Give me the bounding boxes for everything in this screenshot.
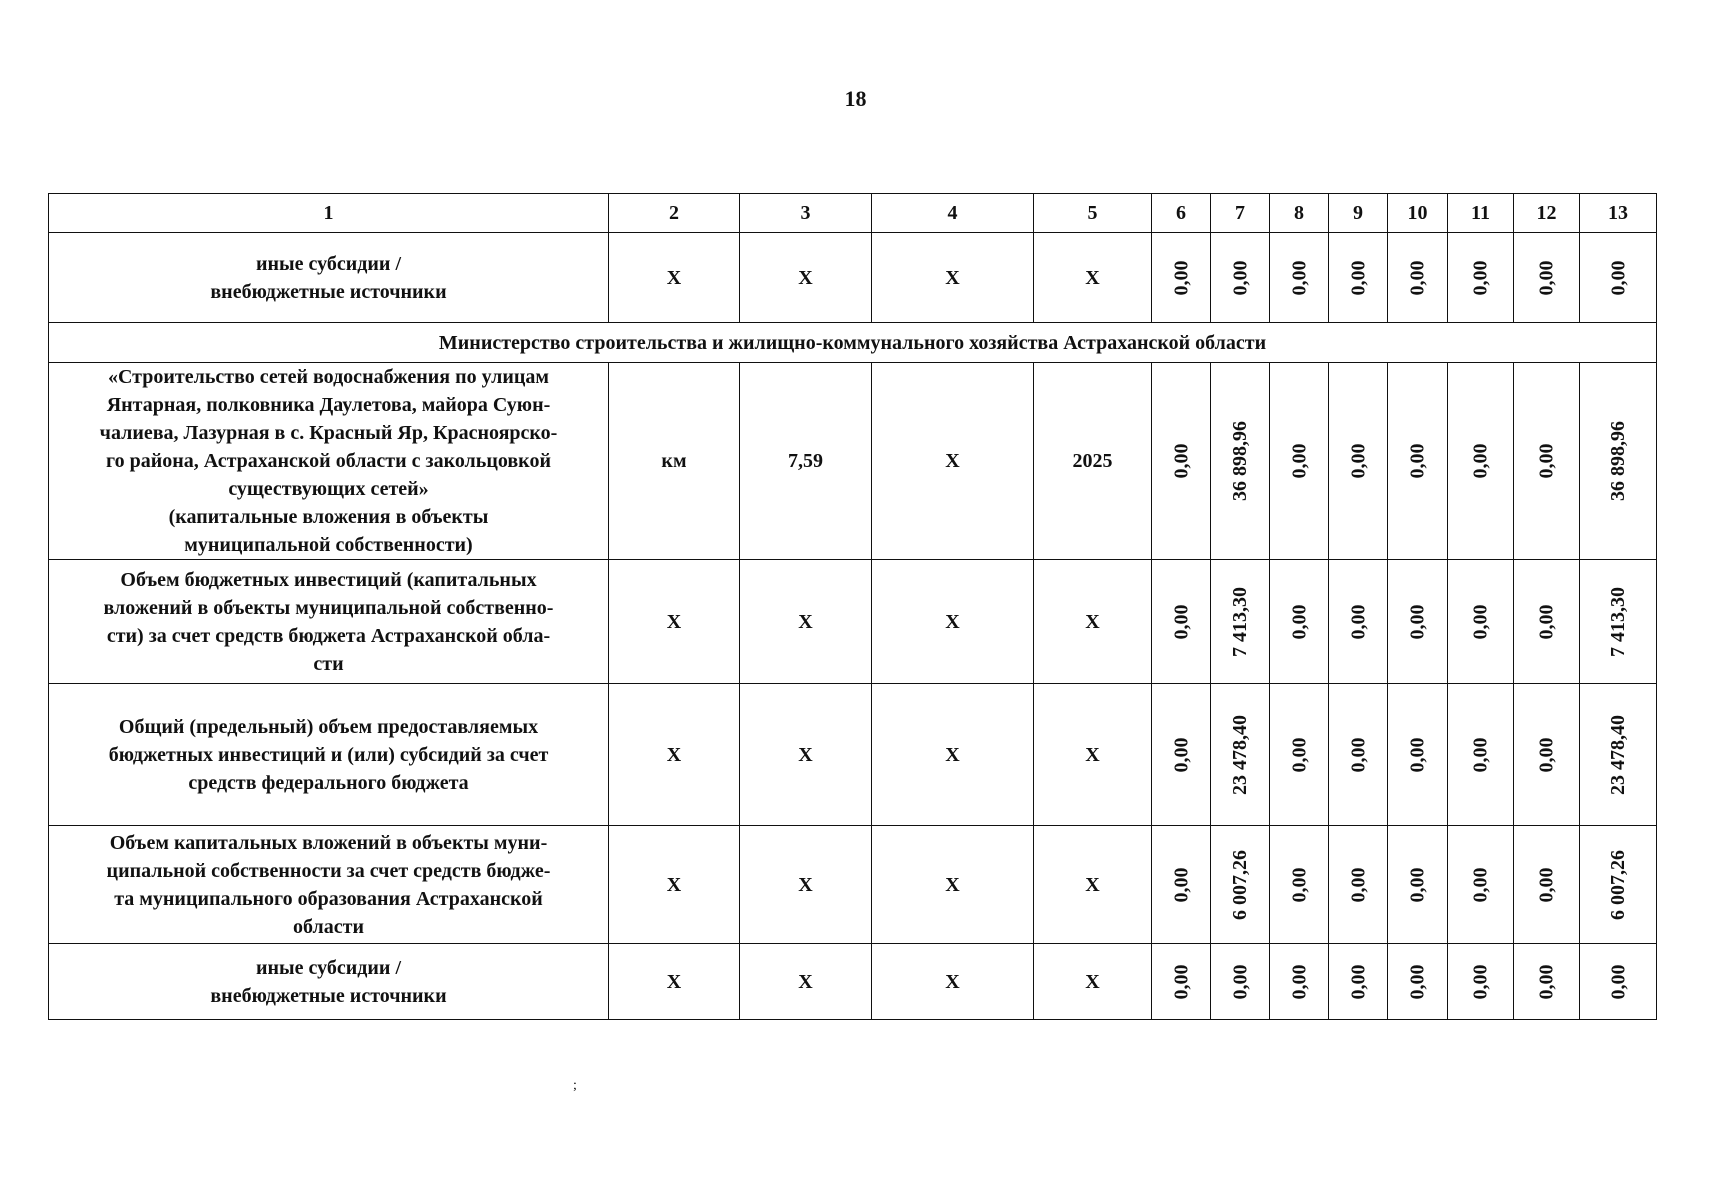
cell-c2: X (609, 233, 740, 323)
value-text: 0,00 (1406, 737, 1429, 772)
row-name-line: вложений в объекты муниципальной собственно- (103, 596, 554, 619)
row-name-cell (49, 560, 609, 684)
table-row (49, 826, 1657, 944)
value-wrap (1152, 604, 1210, 639)
value-cell (1270, 560, 1329, 684)
value-cell (1152, 363, 1211, 560)
value-wrap (1388, 604, 1447, 639)
value-wrap (1388, 964, 1447, 999)
cell-c4: X (872, 944, 1034, 1020)
value-wrap (1388, 260, 1447, 295)
value-cell (1514, 363, 1580, 560)
value-text: 0,00 (1229, 260, 1251, 295)
cell-c2: X (609, 684, 740, 826)
value-wrap (1388, 867, 1447, 902)
value-cell (1448, 363, 1514, 560)
value-cell (1211, 233, 1270, 323)
value-cell (1580, 944, 1657, 1020)
value-wrap (1448, 964, 1513, 999)
section-title: Министерство строительства и жилищно-коммунального хозяйства Астраханской области (49, 323, 1657, 363)
value-wrap (1580, 421, 1656, 501)
table-row (49, 560, 1657, 684)
value-cell (1448, 560, 1514, 684)
value-wrap (1448, 867, 1513, 902)
value-wrap (1270, 737, 1328, 772)
value-wrap (1152, 260, 1210, 295)
value-wrap (1329, 443, 1387, 479)
row-name-line: Янтарная, полковника Даулетова, майора Суюн- (106, 394, 551, 416)
value-cell (1270, 684, 1329, 826)
value-text: 0,00 (1469, 867, 1492, 902)
row-name-cell (49, 826, 609, 944)
row-name-cell (49, 233, 609, 323)
value-cell (1514, 826, 1580, 944)
value-text: 0,00 (1469, 737, 1492, 772)
value-text: 0,00 (1535, 604, 1558, 639)
value-cell (1388, 826, 1448, 944)
value-wrap (1580, 260, 1656, 295)
row-name-line: области (293, 915, 364, 938)
value-text: 0,00 (1288, 867, 1310, 902)
value-cell (1329, 363, 1388, 560)
value-wrap (1211, 849, 1269, 920)
header-cell: 8 (1270, 194, 1329, 233)
row-name-line: муниципальной собственности) (184, 534, 473, 556)
value-cell (1270, 363, 1329, 560)
value-cell (1329, 233, 1388, 323)
value-wrap (1211, 421, 1269, 501)
header-row (49, 194, 1657, 233)
header-cell: 4 (872, 194, 1034, 233)
value-text: 0,00 (1170, 604, 1192, 639)
value-cell (1211, 363, 1270, 560)
value-text: 0,00 (1170, 260, 1192, 295)
cell-c5: X (1034, 944, 1152, 1020)
value-cell (1270, 233, 1329, 323)
value-text: 0,00 (1607, 964, 1629, 999)
value-text: 0,00 (1170, 867, 1192, 902)
value-text: 0,00 (1406, 867, 1429, 902)
row-name-line: ципальной собственности за счет средств бюдже- (106, 859, 551, 882)
value-text: 0,00 (1288, 260, 1310, 295)
value-wrap (1270, 867, 1328, 902)
row-name-line: внебюджетные источники (210, 280, 447, 303)
value-wrap (1211, 260, 1269, 295)
value-text: 0,00 (1347, 737, 1369, 772)
row-name-line: Объем бюджетных инвестиций (капитальных (120, 568, 537, 591)
financing-table (48, 193, 1657, 1020)
value-text: 0,00 (1288, 737, 1310, 772)
value-cell (1388, 560, 1448, 684)
value-wrap (1211, 714, 1269, 795)
value-text: 0,00 (1170, 737, 1192, 772)
value-wrap (1329, 964, 1387, 999)
value-text: 0,00 (1607, 260, 1629, 295)
cell-c2: X (609, 944, 740, 1020)
value-cell (1329, 684, 1388, 826)
value-text: 23 478,40 (1229, 714, 1251, 795)
value-text: 0,00 (1347, 867, 1369, 902)
value-wrap (1514, 737, 1579, 772)
value-wrap (1270, 260, 1328, 295)
value-cell (1388, 363, 1448, 560)
header-cell: 7 (1211, 194, 1270, 233)
value-text: 0,00 (1288, 604, 1310, 639)
value-wrap (1152, 737, 1210, 772)
cell-c2: X (609, 560, 740, 684)
value-wrap (1580, 964, 1656, 999)
value-cell (1211, 560, 1270, 684)
value-cell (1152, 944, 1211, 1020)
header-cell: 13 (1580, 194, 1657, 233)
value-wrap (1448, 737, 1513, 772)
value-text: 0,00 (1469, 964, 1492, 999)
row-name-line: сти (313, 652, 344, 675)
value-text: 0,00 (1229, 964, 1251, 999)
value-wrap (1580, 586, 1656, 657)
value-wrap (1514, 964, 1579, 999)
value-wrap (1329, 737, 1387, 772)
value-cell (1152, 233, 1211, 323)
cell-c4: X (872, 684, 1034, 826)
value-text: 0,00 (1406, 443, 1429, 479)
value-cell (1448, 233, 1514, 323)
value-cell (1580, 560, 1657, 684)
section-row (49, 323, 1657, 363)
value-wrap (1329, 867, 1387, 902)
value-wrap (1580, 714, 1656, 795)
row-name-line: существующих сетей» (228, 478, 429, 500)
value-text: 36 898,96 (1229, 421, 1251, 501)
value-cell (1388, 944, 1448, 1020)
cell-c5: X (1034, 560, 1152, 684)
header-cell: 1 (49, 194, 609, 233)
value-text: 0,00 (1535, 737, 1558, 772)
row-name-line: чалиева, Лазурная в с. Красный Яр, Красноярско- (99, 422, 558, 444)
value-cell (1152, 684, 1211, 826)
row-name-line: та муниципального образования Астраханской (114, 887, 543, 910)
value-text: 0,00 (1347, 260, 1369, 295)
value-wrap (1514, 260, 1579, 295)
value-cell (1211, 944, 1270, 1020)
value-text: 0,00 (1347, 964, 1369, 999)
value-text: 36 898,96 (1607, 421, 1629, 501)
value-wrap (1388, 443, 1447, 479)
cell-c3: X (740, 684, 872, 826)
value-text: 7 413,30 (1229, 586, 1251, 657)
row-name-cell (49, 944, 609, 1020)
value-wrap (1211, 586, 1269, 657)
value-text: 23 478,40 (1607, 714, 1629, 795)
value-text: 0,00 (1406, 604, 1429, 639)
value-wrap (1514, 443, 1579, 479)
value-text: 0,00 (1469, 604, 1492, 639)
value-wrap (1329, 604, 1387, 639)
cell-c2: км (609, 363, 740, 560)
value-cell (1388, 684, 1448, 826)
cell-c3: X (740, 233, 872, 323)
value-wrap (1270, 443, 1328, 479)
cell-c4: X (872, 560, 1034, 684)
value-wrap (1388, 737, 1447, 772)
header-cell: 12 (1514, 194, 1580, 233)
value-wrap (1152, 443, 1210, 479)
cell-c3: X (740, 944, 872, 1020)
value-wrap (1152, 964, 1210, 999)
header-cell: 2 (609, 194, 740, 233)
value-wrap (1580, 849, 1656, 920)
value-text: 0,00 (1170, 964, 1192, 999)
value-wrap (1514, 867, 1579, 902)
table-row (49, 233, 1657, 323)
value-text: 0,00 (1170, 443, 1192, 479)
table-row (49, 363, 1657, 560)
cell-c4: X (872, 826, 1034, 944)
row-name-line: «Строительство сетей водоснабжения по улицам (108, 366, 549, 388)
value-text: 0,00 (1288, 443, 1310, 479)
value-text: 7 413,30 (1607, 586, 1629, 657)
row-name-line: го района, Астраханской области с закольцовкой (106, 450, 551, 472)
value-text: 0,00 (1347, 443, 1369, 479)
value-cell (1580, 826, 1657, 944)
value-wrap (1514, 604, 1579, 639)
header-cell: 9 (1329, 194, 1388, 233)
table-row (49, 944, 1657, 1020)
value-cell (1514, 560, 1580, 684)
value-cell (1270, 826, 1329, 944)
cell-c4: X (872, 363, 1034, 560)
value-wrap (1448, 443, 1513, 479)
row-name-line: сти) за счет средств бюджета Астраханской обла- (106, 624, 551, 647)
header-cell: 11 (1448, 194, 1514, 233)
cell-c3: 7,59 (740, 363, 872, 560)
cell-c5: X (1034, 233, 1152, 323)
value-cell (1329, 944, 1388, 1020)
table-row (49, 684, 1657, 826)
row-name-line: внебюджетные источники (210, 984, 447, 1007)
value-wrap (1152, 867, 1210, 902)
header-cell: 5 (1034, 194, 1152, 233)
value-wrap (1211, 964, 1269, 999)
value-cell (1514, 944, 1580, 1020)
value-text: 0,00 (1469, 260, 1492, 295)
row-name-cell (49, 684, 609, 826)
header-cell: 6 (1152, 194, 1211, 233)
value-text: 0,00 (1535, 443, 1558, 479)
row-name-line: бюджетных инвестиций и (или) субсидий за счет (108, 743, 549, 766)
row-name-line: иные субсидии / (255, 252, 401, 275)
value-cell (1270, 944, 1329, 1020)
page-number: 18 (844, 86, 867, 111)
value-wrap (1448, 604, 1513, 639)
value-cell (1580, 363, 1657, 560)
value-cell (1329, 826, 1388, 944)
cell-c5: 2025 (1034, 363, 1152, 560)
value-wrap (1329, 260, 1387, 295)
value-cell (1152, 826, 1211, 944)
value-cell (1514, 684, 1580, 826)
value-text: 0,00 (1406, 964, 1429, 999)
row-name-line: Общий (предельный) объем предоставляемых (118, 715, 539, 738)
stray-mark: ; (573, 1078, 577, 1093)
value-cell (1388, 233, 1448, 323)
value-text: 6 007,26 (1229, 849, 1251, 920)
value-text: 0,00 (1535, 260, 1558, 295)
row-name-cell (49, 363, 609, 560)
value-text: 0,00 (1535, 867, 1558, 902)
value-text: 0,00 (1535, 964, 1558, 999)
value-cell (1580, 684, 1657, 826)
cell-c2: X (609, 826, 740, 944)
row-name-line: иные субсидии / (255, 956, 401, 979)
cell-c5: X (1034, 826, 1152, 944)
cell-c3: X (740, 560, 872, 684)
cell-c5: X (1034, 684, 1152, 826)
value-cell (1448, 684, 1514, 826)
value-text: 0,00 (1288, 964, 1310, 999)
row-name-line: средств федерального бюджета (188, 771, 469, 794)
value-cell (1448, 826, 1514, 944)
value-cell (1329, 560, 1388, 684)
value-cell (1448, 944, 1514, 1020)
value-text: 0,00 (1347, 604, 1369, 639)
row-name-line: Объем капитальных вложений в объекты муни- (109, 831, 548, 854)
cell-c3: X (740, 826, 872, 944)
value-cell (1211, 826, 1270, 944)
value-text: 0,00 (1406, 260, 1429, 295)
value-cell (1580, 233, 1657, 323)
value-wrap (1270, 964, 1328, 999)
value-wrap (1270, 604, 1328, 639)
row-name-line: (капитальные вложения в объекты (168, 506, 489, 528)
value-cell (1211, 684, 1270, 826)
value-wrap (1448, 260, 1513, 295)
value-text: 0,00 (1469, 443, 1492, 479)
header-cell: 3 (740, 194, 872, 233)
value-cell (1514, 233, 1580, 323)
header-cell: 10 (1388, 194, 1448, 233)
value-text: 6 007,26 (1607, 849, 1629, 920)
value-cell (1152, 560, 1211, 684)
cell-c4: X (872, 233, 1034, 323)
